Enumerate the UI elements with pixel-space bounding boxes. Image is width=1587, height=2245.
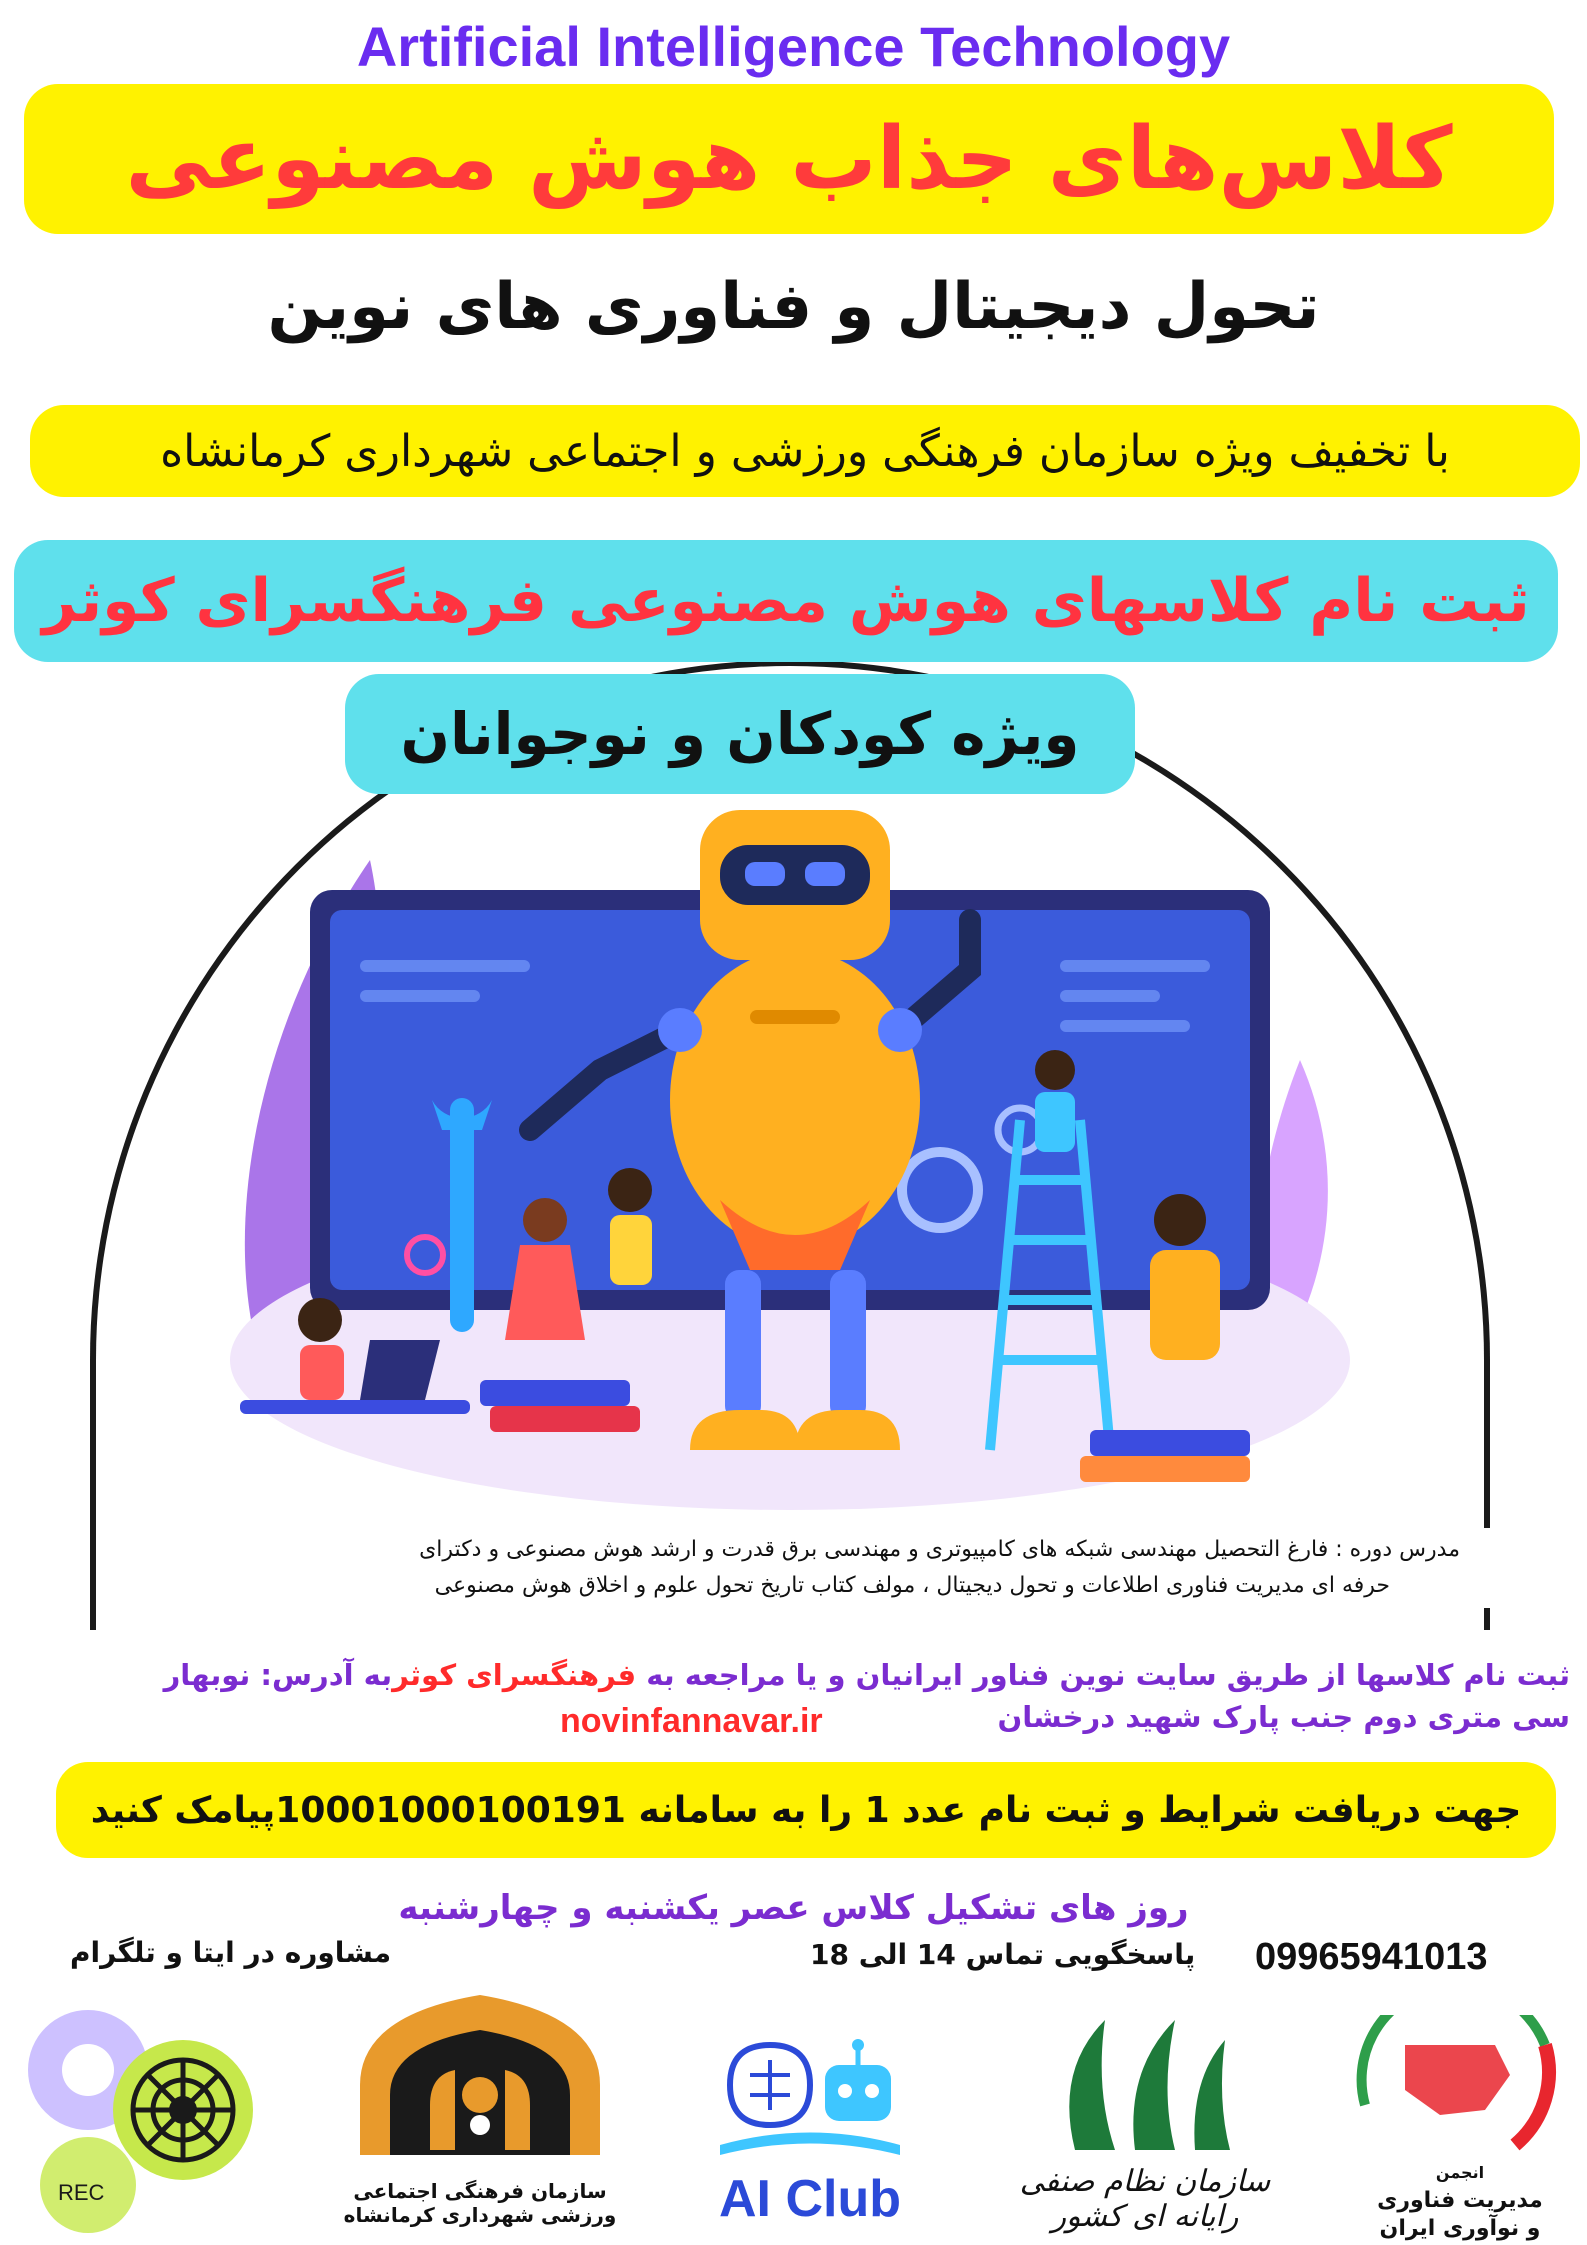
kermanshah-org-name: سازمان فرهنگی اجتماعی ورزشی شهرداری کرمانشاه <box>343 2179 617 2227</box>
anjoman-line-1: انجمن <box>1435 2163 1485 2182</box>
class-days: روز های تشکیل کلاس عصر یکشنبه و چهارشنبه <box>398 1888 1189 1928</box>
audience-text: ویژه کودکان و نوجوانان <box>400 700 1080 768</box>
address: سی متری دوم جنب پارک شهید درخشان <box>997 1700 1570 1734</box>
registration-title: ثبت نام کلاسهای هوش مصنوعی فرهنگسرای کوثر <box>42 566 1530 636</box>
boy-shirt <box>610 1215 652 1285</box>
rec-logo <box>18 2000 268 2240</box>
sms-banner <box>56 1762 1556 1858</box>
nezam-senfi-name: سازمان نظام صنفی رایانه ای کشور <box>1019 2164 1271 2234</box>
website-link[interactable]: novinfannavar.ir <box>560 1702 823 1740</box>
instructor-info <box>100 1528 1490 1608</box>
robot-illustration <box>200 800 1380 1520</box>
adult-shirt <box>1150 1250 1220 1360</box>
call-hours: پاسخگویی تماس 14 الی 18 <box>810 1938 1196 1971</box>
discount-text: با تخفیف ویژه سازمان فرهنگی ورزشی و اجتماعی شهرداری کرمانشاه <box>160 425 1450 477</box>
anjoman-line-3: و نوآوری ایران <box>1379 2216 1541 2241</box>
cultural-center-name: فرهنگسرای کوثر <box>392 1658 637 1692</box>
ladder-kid-shirt <box>1035 1092 1075 1152</box>
seated-kid-shirt <box>300 1345 344 1400</box>
ai-club-logo <box>710 2035 910 2235</box>
books-left-2 <box>490 1406 640 1432</box>
english-title: Artificial Intelligence Technology <box>356 15 1231 78</box>
main-title: کلاس‌های جذاب هوش مصنوعی <box>125 109 1453 209</box>
books-right <box>1090 1430 1250 1456</box>
main-title-banner <box>24 84 1554 234</box>
nezam-senfi-logo <box>985 2010 1305 2240</box>
books-right-2 <box>1080 1456 1250 1482</box>
ladder-kid-head <box>1035 1050 1075 1090</box>
discount-banner <box>30 405 1580 497</box>
sms-text: جهت دریافت شرایط و ثبت نام عدد 1 را به سامانه 10001000100191پیامک کنید <box>90 1789 1522 1831</box>
seated-kid-head <box>298 1298 342 1342</box>
registration-info <box>40 1652 1570 1698</box>
robot-joint <box>658 1008 702 1052</box>
robot-leg-left <box>725 1270 761 1420</box>
books-left <box>480 1380 630 1406</box>
anjoman-logo <box>1345 2015 1575 2241</box>
robot-body <box>670 950 920 1250</box>
robot-eye-right <box>805 862 845 886</box>
desk <box>240 1400 470 1414</box>
adult-head <box>1154 1194 1206 1246</box>
registration-text-1: ثبت نام کلاسها از طریق سایت نوین فناور ایرانیان و یا مراجعه به <box>636 1658 1570 1692</box>
instructor-line-1: مدرس دوره : فارغ التحصیل مهندسی شبکه های کامپیوتری و مهندسی برق قدرت و ارشد هوش مصنوعی و دکترای <box>419 1537 1460 1562</box>
registration-banner <box>14 540 1558 662</box>
audience-banner <box>345 674 1135 794</box>
robot-eye-left <box>745 862 785 886</box>
robot-panel <box>750 1010 840 1024</box>
girl-head <box>523 1198 567 1242</box>
registration-text-2: به آدرس: نوبهار <box>163 1658 393 1692</box>
consultation-note: مشاوره در ایتا و تلگرام <box>70 1936 392 1969</box>
anjoman-line-2: مدیریت فناوری <box>1377 2188 1543 2213</box>
phone-number[interactable]: 09965941013 <box>1255 1936 1488 1978</box>
subtitle: تحول دیجیتال و فناوری های نوین <box>267 270 1320 344</box>
ai-club-label: AI Club <box>719 2170 901 2228</box>
rec-label: REC <box>58 2180 105 2205</box>
robot-visor <box>720 845 870 905</box>
robot-leg-right <box>830 1270 866 1420</box>
robot-joint <box>878 1008 922 1052</box>
instructor-line-2: حرفه ای مدیریت فناوری اطلاعات و تحول دیجیتال ، مولف کتاب تاریخ تحول علوم و اخلاق هوش مصنوعی <box>434 1573 1390 1598</box>
boy-head <box>608 1168 652 1212</box>
kermanshah-org-logo <box>320 1975 640 2245</box>
